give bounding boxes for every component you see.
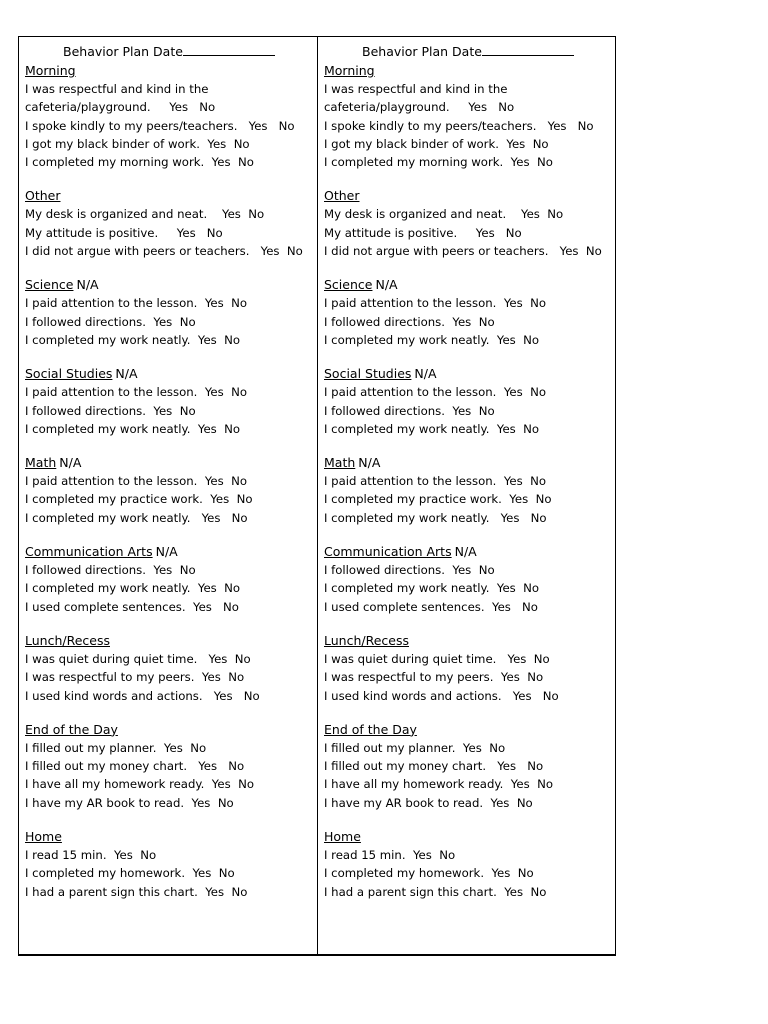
date-blank-line (482, 43, 574, 56)
checklist-line: I completed my morning work. Yes No (25, 155, 254, 170)
not-applicable-label: N/A (59, 455, 82, 471)
checklist-line: I spoke kindly to my peers/teachers. Yes No (324, 118, 594, 133)
section-heading-label: End of the Day (324, 721, 417, 737)
not-applicable-label: N/A (76, 277, 99, 293)
section-heading (25, 454, 317, 472)
checklist-line: I was quiet during quiet time. Yes No (324, 651, 550, 666)
section-lunch-recess (324, 632, 615, 705)
section-heading-label: Social Studies (324, 366, 412, 382)
checklist-line: I have all my homework ready. Yes No (25, 777, 254, 792)
checklist-line: I read 15 min. Yes No (324, 848, 456, 863)
checklist-line: I filled out my money chart. Yes No (324, 759, 544, 774)
not-applicable-label: N/A (155, 544, 178, 560)
checklist-line: cafeteria/playground. Yes No (324, 100, 515, 115)
section-heading-label: Lunch/Recess (25, 632, 110, 648)
not-applicable-label: N/A (115, 366, 138, 382)
checklist-line: I read 15 min. Yes No (25, 848, 157, 863)
checklist-line: I completed my work neatly. Yes No (324, 510, 547, 525)
checklist-line: I was respectful to my peers. Yes No (324, 670, 544, 685)
section-science (25, 276, 317, 349)
section-heading-label: Science (324, 277, 373, 293)
checklist-line: My desk is organized and neat. Yes No (25, 207, 265, 222)
behavior-plan-sheet (18, 36, 616, 956)
checklist-line: I paid attention to the lesson. Yes No (324, 385, 547, 400)
section-heading-label: Social Studies (25, 366, 113, 382)
checklist-line: I completed my homework. Yes No (324, 866, 534, 881)
checklist-line: I completed my work neatly. Yes No (25, 581, 241, 596)
section-heading-label: Communication Arts (25, 544, 153, 560)
checklist-line: I have my AR book to read. Yes No (324, 795, 533, 810)
checklist-line: I filled out my money chart. Yes No (25, 759, 245, 774)
checklist-line: I did not argue with peers or teachers. Yes No (324, 244, 602, 259)
section-heading-label: Lunch/Recess (324, 632, 409, 648)
checklist-line: I paid attention to the lesson. Yes No (25, 385, 248, 400)
section-heading (324, 365, 615, 383)
checklist-line: I paid attention to the lesson. Yes No (25, 474, 248, 489)
section-heading (324, 828, 615, 846)
plan-title-label: Behavior Plan Date (362, 44, 482, 59)
checklist-line: I completed my work neatly. Yes No (324, 581, 540, 596)
left-column (19, 37, 317, 954)
section-heading (25, 276, 317, 294)
checklist-line: I got my black binder of work. Yes No (324, 136, 549, 151)
not-applicable-label: N/A (358, 455, 381, 471)
section-home (324, 828, 615, 901)
section-heading-label: Other (324, 188, 360, 204)
checklist-line: I filled out my planner. Yes No (324, 740, 506, 755)
checklist-line: I have my AR book to read. Yes No (25, 795, 234, 810)
checklist-line: I followed directions. Yes No (25, 563, 196, 578)
checklist-line: I completed my work neatly. Yes No (324, 421, 540, 436)
checklist-line: I was quiet during quiet time. Yes No (25, 651, 251, 666)
section-heading-label: Math (25, 455, 57, 471)
checklist-line: I followed directions. Yes No (25, 314, 196, 329)
checklist-line: I got my black binder of work. Yes No (25, 136, 250, 151)
section-heading (25, 721, 317, 739)
checklist-line: I did not argue with peers or teachers. Yes No (25, 244, 303, 259)
not-applicable-label: N/A (454, 544, 477, 560)
section-heading-label: Communication Arts (324, 544, 452, 560)
checklist-line: I completed my work neatly. Yes No (25, 332, 241, 347)
plan-title (63, 43, 317, 60)
section-heading (324, 632, 615, 650)
section-home (25, 828, 317, 901)
section-lunch-recess (25, 632, 317, 705)
plan-title (362, 43, 615, 60)
checklist-line: I used kind words and actions. Yes No (25, 688, 260, 703)
section-heading (25, 62, 317, 80)
checklist-line: I had a parent sign this chart. Yes No (324, 884, 547, 899)
checklist-line: cafeteria/playground. Yes No (25, 100, 216, 115)
plan-title-label: Behavior Plan Date (63, 44, 183, 59)
checklist-line: I completed my work neatly. Yes No (25, 421, 241, 436)
section-heading (324, 454, 615, 472)
section-math (324, 454, 615, 527)
checklist-line: I was respectful and kind in the (324, 82, 508, 96)
section-other (324, 187, 615, 260)
section-heading (324, 543, 615, 561)
date-blank-line (183, 43, 275, 56)
section-heading-label: Other (25, 188, 61, 204)
checklist-line: I used complete sentences. Yes No (324, 599, 538, 614)
section-morning (25, 62, 317, 171)
section-heading-label: Home (324, 829, 361, 845)
section-science (324, 276, 615, 349)
section-heading-label: Home (25, 829, 62, 845)
section-heading (324, 721, 615, 739)
section-social-studies (25, 365, 317, 438)
right-column (317, 37, 615, 954)
section-communication-arts (324, 543, 615, 616)
checklist-line: I completed my practice work. Yes No (25, 492, 253, 507)
checklist-line: I completed my work neatly. Yes No (324, 332, 540, 347)
checklist-line: My attitude is positive. Yes No (25, 225, 223, 240)
checklist-line: I followed directions. Yes No (324, 563, 495, 578)
checklist-line: I completed my homework. Yes No (25, 866, 235, 881)
checklist-line: I completed my work neatly. Yes No (25, 510, 248, 525)
section-heading-label: Morning (324, 63, 375, 78)
checklist-line: I used kind words and actions. Yes No (324, 688, 559, 703)
checklist-line: I followed directions. Yes No (25, 403, 196, 418)
section-morning (324, 62, 615, 171)
checklist-line: I was respectful to my peers. Yes No (25, 670, 245, 685)
checklist-line: I was respectful and kind in the (25, 82, 209, 96)
section-heading-label: End of the Day (25, 721, 118, 737)
section-heading-label: Math (324, 455, 356, 471)
section-heading-label: Science (25, 277, 74, 293)
section-other (25, 187, 317, 260)
checklist-line: I filled out my planner. Yes No (25, 740, 207, 755)
checklist-line: I paid attention to the lesson. Yes No (25, 296, 248, 311)
section-communication-arts (25, 543, 317, 616)
checklist-line: I spoke kindly to my peers/teachers. Yes No (25, 118, 295, 133)
section-heading (25, 632, 317, 650)
checklist-line: My desk is organized and neat. Yes No (324, 207, 564, 222)
section-heading (25, 828, 317, 846)
checklist-line: I have all my homework ready. Yes No (324, 777, 553, 792)
not-applicable-label: N/A (375, 277, 398, 293)
section-math (25, 454, 317, 527)
not-applicable-label: N/A (414, 366, 437, 382)
section-end-of-the-day (324, 721, 615, 812)
section-heading (324, 187, 615, 205)
checklist-line: I used complete sentences. Yes No (25, 599, 239, 614)
section-heading (25, 365, 317, 383)
checklist-line: I completed my morning work. Yes No (324, 155, 553, 170)
checklist-line: I completed my practice work. Yes No (324, 492, 552, 507)
checklist-line: I followed directions. Yes No (324, 314, 495, 329)
checklist-line: I paid attention to the lesson. Yes No (324, 296, 547, 311)
section-social-studies (324, 365, 615, 438)
section-heading (324, 62, 615, 80)
section-end-of-the-day (25, 721, 317, 812)
section-heading (25, 543, 317, 561)
section-heading-label: Morning (25, 63, 76, 78)
checklist-line: I followed directions. Yes No (324, 403, 495, 418)
checklist-line: I had a parent sign this chart. Yes No (25, 884, 248, 899)
section-heading (25, 187, 317, 205)
section-heading (324, 276, 615, 294)
checklist-line: I paid attention to the lesson. Yes No (324, 474, 547, 489)
checklist-line: My attitude is positive. Yes No (324, 225, 522, 240)
